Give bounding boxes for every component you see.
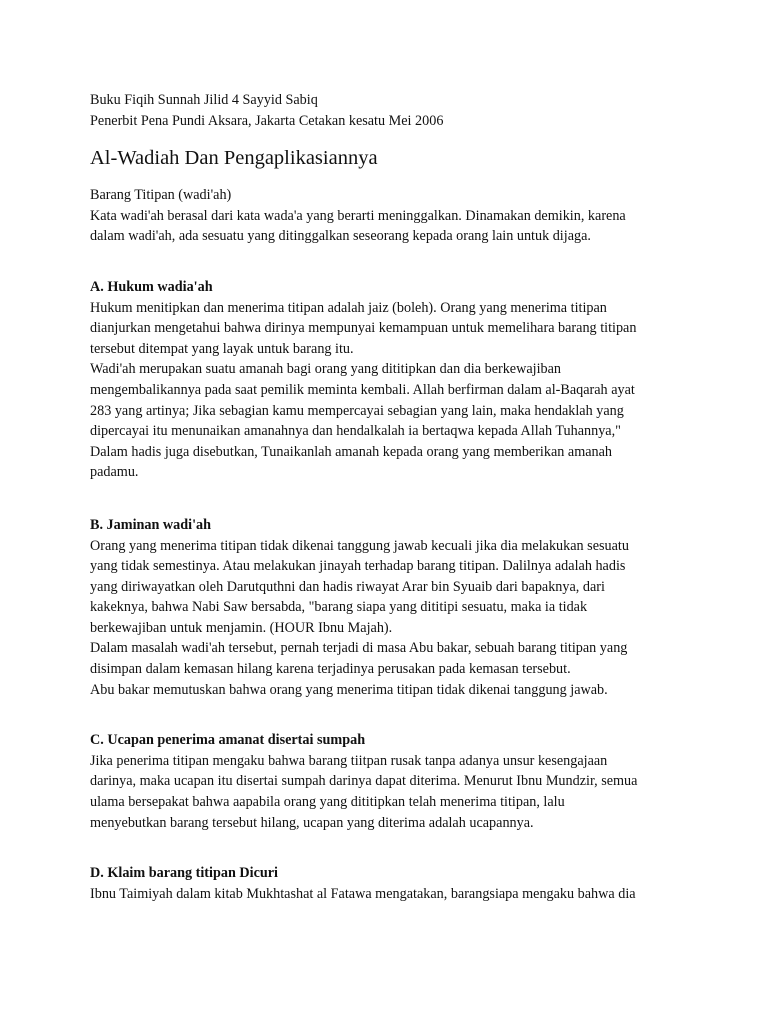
section-heading: A. Hukum wadia'ah (90, 278, 213, 295)
paragraph-line: mengembalikannya pada saat pemilik meminta kembali. Allah berfirman dalam al-Baqarah ayat (90, 381, 635, 398)
paragraph-line: Dalam masalah wadi'ah tersebut, pernah terjadi di masa Abu bakar, sebuah barang titipan yang (90, 640, 628, 657)
section-jaminan-wadiah (90, 515, 690, 700)
paragraph-line: tersebut ditempat yang layak untuk barang itu. (90, 340, 354, 357)
paragraph-line: dianjurkan mengetahui bahwa dirinya mempunyai kemampuan untuk memelihara barang titipan (90, 320, 637, 337)
book-info-line: Buku Fiqih Sunnah Jilid 4 Sayyid Sabiq (90, 92, 318, 108)
paragraph-line: darinya, maka ucapan itu disertai sumpah darinya dapat diterima. Menurut Ibnu Mundzir, semua (90, 773, 638, 790)
paragraph-line: yang tidak semestinya. Atau melakukan jinayah terhadap barang titipan. Dalilnya adalah hadis (90, 558, 626, 575)
paragraph-line: Wadi'ah merupakan suatu amanah bagi orang yang dititipkan dan dia berkewajiban (90, 361, 562, 378)
paragraph-line: Orang yang menerima titipan tidak dikenai tanggung jawab kecuali jika dia melakukan sesuatu (90, 537, 629, 554)
paragraph-line: Ibnu Taimiyah dalam kitab Mukhtashat al Fatawa mengatakan, barangsiapa mengaku bahwa dia (90, 885, 636, 902)
paragraph-line: dipercayai itu menunaikan amanahnya dan hendalkalah ia bertaqwa kepada Allah Tuhannya," (90, 423, 621, 440)
paragraph-line: disimpan dalam kemasan hilang karena terjadinya perusakan pada kemasan tersebut. (90, 661, 571, 678)
intro-line: Barang Titipan (wadi'ah) (90, 187, 232, 204)
intro-line: dalam wadi'ah, ada sesuatu yang ditinggalkan seseorang kepada orang lain untuk dijaga. (90, 228, 591, 245)
paragraph-line: yang diriwayatkan oleh Darutquthni dan hadis riwayat Arar bin Syuaib dari bapaknya, dari (90, 578, 605, 595)
paragraph-line: kakeknya, bahwa Nabi Saw bersabda, "barang siapa yang dititipi sesuatu, maka ia tidak (90, 599, 588, 616)
section-heading: D. Klaim barang titipan Dicuri (90, 865, 278, 882)
document-title: Al-Wadiah Dan Pengaplikasiannya (90, 147, 378, 170)
paragraph-line: Abu bakar memutuskan bahwa orang yang menerima titipan tidak dikenai tanggung jawab. (90, 681, 608, 698)
section-klaim-dicuri (90, 863, 690, 904)
book-info (90, 90, 690, 131)
paragraph-line: berkewajiban untuk menjamin. (HOUR Ibnu Majah). (90, 619, 393, 636)
section-ucapan-sumpah (90, 730, 690, 833)
intro-paragraph (90, 185, 690, 247)
intro-line: Kata wadi'ah berasal dari kata wada'a yang berarti meninggalkan. Dinamakan demikin, karena (90, 207, 626, 224)
section-heading: C. Ucapan penerima amanat disertai sumpah (90, 732, 366, 749)
paragraph-line: padamu. (90, 464, 139, 481)
paragraph-line: Hukum menitipkan dan menerima titipan adalah jaiz (boleh). Orang yang menerima titipan (90, 299, 607, 316)
document-page (90, 90, 690, 904)
paragraph-line: Dalam hadis juga disebutkan, Tunaikanlah amanah kepada orang yang memberikan amanah (90, 443, 613, 460)
paragraph-line: ulama bersepakat bahwa aapabila orang yang dititipkan telah menerima titipan, lalu (90, 794, 565, 811)
paragraph-line: Jika penerima titipan mengaku bahwa barang tiitpan rusak tanpa adanya unsur kesengajaan (90, 752, 608, 769)
book-info-line: Penerbit Pena Pundi Aksara, Jakarta Cetakan kesatu Mei 2006 (90, 112, 444, 129)
section-hukum-wadiah (90, 277, 690, 483)
paragraph-line: menyebutkan barang tersebut hilang, ucapan yang diterima adalah ucapannya. (90, 814, 534, 831)
section-heading: B. Jaminan wadi'ah (90, 516, 212, 533)
paragraph-line: 283 yang artinya; Jika sebagian kamu mempercayai sebagian yang lain, maka hendaklah yang (90, 402, 624, 419)
